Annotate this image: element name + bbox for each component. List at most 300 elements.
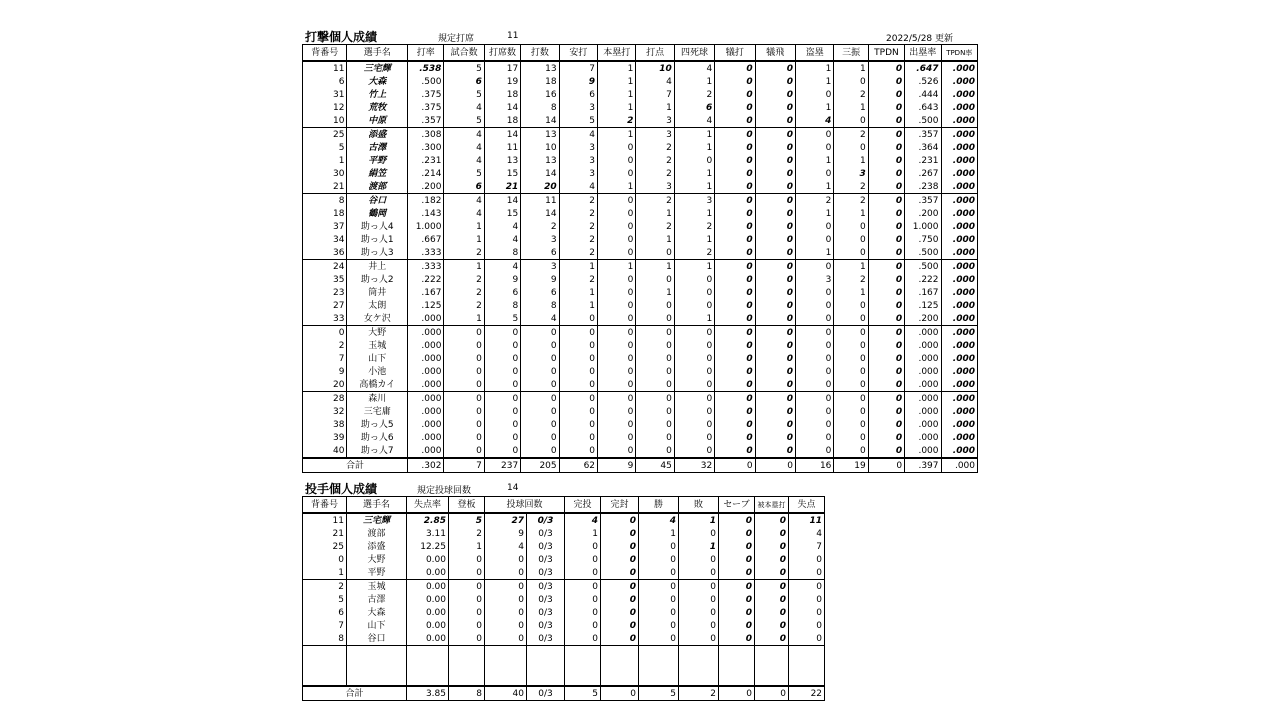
batting-cell: 0 — [868, 431, 904, 444]
batting-cell: 1 — [444, 260, 484, 274]
pitching-cell: 5 — [303, 593, 347, 606]
batting-cell: .000 — [941, 61, 978, 75]
batting-cell: 11 — [521, 194, 559, 208]
batting-cell: 5 — [559, 114, 597, 128]
batting-cell: 11 — [303, 61, 347, 75]
batting-cell: 0 — [636, 246, 674, 260]
batting-cell: 4 — [559, 128, 597, 142]
batting-cell: 9 — [521, 273, 559, 286]
pitching-cell: 4 — [485, 540, 527, 553]
pitching-cell: 7 — [789, 540, 825, 553]
batting-cell: 0 — [755, 75, 795, 88]
batting-cell: 0 — [868, 299, 904, 312]
batting-cell: 0 — [796, 339, 834, 352]
batting-cell: 0 — [796, 233, 834, 246]
table-row — [303, 207, 978, 220]
batting-cell: 0 — [755, 101, 795, 114]
batting-cell: 0 — [636, 431, 674, 444]
pitching-cell: 0 — [719, 553, 755, 566]
batting-cell: 1 — [834, 154, 868, 167]
batting-cell: .000 — [941, 101, 978, 114]
table-row — [303, 365, 978, 378]
pitching-cell: 0 — [639, 619, 679, 632]
batting-cell: 2 — [559, 194, 597, 208]
pitching-cell: 0 — [755, 593, 789, 606]
pitching-table — [302, 496, 825, 701]
batting-cell: .000 — [941, 194, 978, 208]
pitching-cell: 0 — [639, 580, 679, 594]
batting-cell: 添盛 — [347, 128, 408, 142]
batting-cell: 0 — [755, 167, 795, 180]
batting-cell: 0 — [598, 431, 636, 444]
pitching-cell: 0 — [679, 619, 719, 632]
batting-cell: 20 — [303, 378, 347, 392]
pitching-total-cell: 8 — [449, 686, 485, 701]
blank-cell — [449, 646, 485, 687]
batting-cell: 0 — [796, 326, 834, 340]
batting-cell: 0 — [868, 88, 904, 101]
batting-cell: 3 — [559, 167, 597, 180]
batting-cell: 8 — [521, 101, 559, 114]
batting-cell: .000 — [905, 418, 941, 431]
pitching-cell: 0 — [679, 527, 719, 540]
batting-cell: 10 — [303, 114, 347, 128]
batting-cell: 0 — [755, 365, 795, 378]
batting-cell: .357 — [408, 114, 444, 128]
batting-cell: 0 — [674, 352, 714, 365]
batting-cell: 1 — [674, 260, 714, 274]
batting-cell: 28 — [303, 392, 347, 406]
batting-cell: 0 — [868, 114, 904, 128]
batting-cell: 助っ人2 — [347, 273, 408, 286]
batting-cell: .000 — [905, 392, 941, 406]
batting-cell: 大野 — [347, 326, 408, 340]
batting-cell: 0 — [868, 418, 904, 431]
batting-cell: 0 — [636, 444, 674, 458]
batting-cell: 0 — [674, 154, 714, 167]
batting-cell: 32 — [303, 405, 347, 418]
pitching-cell: 0 — [639, 553, 679, 566]
pitching-cell: 0 — [789, 593, 825, 606]
batting-cell: .526 — [905, 75, 941, 88]
batting-cell: .214 — [408, 167, 444, 180]
batting-cell: 0 — [444, 431, 484, 444]
batting-cell: 0 — [868, 378, 904, 392]
batting-cell: 1 — [598, 260, 636, 274]
pitching-cell: 0 — [449, 566, 485, 580]
batting-cell: 0 — [715, 365, 755, 378]
batting-cell: 14 — [521, 167, 559, 180]
batting-cell: 山下 — [347, 352, 408, 365]
batting-header-cell: 背番号 — [303, 45, 347, 62]
batting-cell: 0 — [796, 312, 834, 326]
batting-cell: .000 — [941, 418, 978, 431]
batting-cell: 0 — [598, 418, 636, 431]
batting-cell: 0 — [834, 246, 868, 260]
batting-table — [302, 44, 978, 473]
batting-header-cell: 打率 — [408, 45, 444, 62]
batting-cell: 2 — [559, 273, 597, 286]
batting-cell: 7 — [303, 352, 347, 365]
pitching-cell: 0 — [679, 593, 719, 606]
batting-cell: 0 — [868, 352, 904, 365]
batting-cell: 21 — [484, 180, 520, 194]
batting-cell: 5 — [444, 167, 484, 180]
pitching-cell: 玉城 — [347, 580, 407, 594]
batting-cell: 14 — [484, 128, 520, 142]
pitching-cell: 大森 — [347, 606, 407, 619]
batting-cell: .000 — [941, 114, 978, 128]
pitching-cell: 0 — [449, 619, 485, 632]
batting-cell: 0 — [868, 220, 904, 233]
table-row — [303, 540, 825, 553]
batting-cell: 0 — [715, 405, 755, 418]
pitching-cell: 0 — [679, 632, 719, 646]
batting-cell: 20 — [521, 180, 559, 194]
batting-cell: 7 — [636, 88, 674, 101]
batting-cell: 16 — [521, 88, 559, 101]
batting-cell: 24 — [303, 260, 347, 274]
batting-cell: 1 — [674, 75, 714, 88]
pitching-header-cell: 被本塁打 — [755, 497, 789, 514]
pitching-cell: 0 — [601, 540, 639, 553]
table-row — [303, 114, 978, 128]
batting-cell: .000 — [905, 378, 941, 392]
batting-header-cell: 四死球 — [674, 45, 714, 62]
pitching-cell: 0 — [789, 606, 825, 619]
batting-cell: 0 — [868, 233, 904, 246]
batting-cell: 0 — [834, 378, 868, 392]
pitching-cell: 0 — [565, 606, 601, 619]
batting-cell: 0 — [755, 273, 795, 286]
batting-cell: .000 — [408, 365, 444, 378]
batting-cell: 0 — [868, 444, 904, 458]
pitching-cell: 0 — [639, 593, 679, 606]
pitching-cell: 0 — [755, 632, 789, 646]
batting-total-cell: .000 — [941, 458, 978, 473]
pitching-cell: 0.00 — [407, 553, 449, 566]
batting-cell: 0 — [636, 299, 674, 312]
batting-cell: 6 — [559, 88, 597, 101]
pitching-cell: 0 — [789, 566, 825, 580]
batting-cell: 1 — [796, 207, 834, 220]
batting-total-cell: 0 — [868, 458, 904, 473]
batting-cell: 0 — [674, 365, 714, 378]
batting-cell: 39 — [303, 431, 347, 444]
batting-cell: 1.000 — [408, 220, 444, 233]
pitching-qual-value: 14 — [507, 483, 519, 493]
batting-cell: 9 — [559, 75, 597, 88]
batting-cell: .000 — [905, 352, 941, 365]
batting-cell: 0 — [755, 114, 795, 128]
batting-cell: .000 — [905, 326, 941, 340]
batting-cell: 0 — [834, 75, 868, 88]
pitching-total-cell: 0 — [601, 686, 639, 701]
pitching-cell: 4 — [565, 513, 601, 527]
batting-cell: 2 — [636, 220, 674, 233]
batting-cell: .000 — [408, 339, 444, 352]
batting-cell: 18 — [484, 88, 520, 101]
batting-cell: 5 — [484, 312, 520, 326]
table-row — [303, 326, 978, 340]
table-row — [303, 632, 825, 646]
table-row — [303, 405, 978, 418]
table-row — [303, 128, 978, 142]
batting-cell: 10 — [636, 61, 674, 75]
pitching-total-cell: 22 — [789, 686, 825, 701]
table-row — [303, 260, 978, 274]
batting-cell: 4 — [444, 207, 484, 220]
batting-cell: 0 — [755, 88, 795, 101]
batting-cell: 森川 — [347, 392, 408, 406]
batting-cell: 0 — [715, 326, 755, 340]
batting-cell: 0 — [868, 312, 904, 326]
batting-cell: .000 — [941, 405, 978, 418]
batting-cell: .000 — [941, 75, 978, 88]
batting-cell: 0 — [755, 405, 795, 418]
batting-cell: .000 — [408, 418, 444, 431]
batting-cell: .000 — [941, 207, 978, 220]
pitching-cell: 0.00 — [407, 566, 449, 580]
batting-cell: 0 — [484, 326, 520, 340]
batting-cell: .647 — [905, 61, 941, 75]
batting-cell: 井上 — [347, 260, 408, 274]
table-row — [303, 593, 825, 606]
batting-cell: 30 — [303, 167, 347, 180]
batting-cell: 0 — [598, 378, 636, 392]
batting-cell: 0 — [521, 352, 559, 365]
batting-cell: 0 — [636, 273, 674, 286]
batting-cell: 1 — [796, 246, 834, 260]
batting-cell: 0 — [755, 207, 795, 220]
batting-cell: 0 — [834, 405, 868, 418]
batting-cell: 2 — [444, 246, 484, 260]
batting-cell: 1 — [796, 75, 834, 88]
batting-cell: 0 — [834, 326, 868, 340]
batting-cell: 4 — [444, 101, 484, 114]
batting-total-cell: 16 — [796, 458, 834, 473]
batting-cell: 荒牧 — [347, 101, 408, 114]
pitching-cell: 0/3 — [527, 593, 565, 606]
batting-total-cell: .302 — [408, 458, 444, 473]
batting-cell: .231 — [408, 154, 444, 167]
table-row — [303, 141, 978, 154]
batting-cell: 0 — [636, 365, 674, 378]
table-row — [303, 194, 978, 208]
batting-cell: 助っ人4 — [347, 220, 408, 233]
batting-cell: 0 — [674, 431, 714, 444]
batting-cell: 9 — [484, 273, 520, 286]
batting-cell: 0 — [598, 352, 636, 365]
batting-cell: 0 — [755, 194, 795, 208]
batting-cell: 0 — [755, 61, 795, 75]
table-row — [303, 286, 978, 299]
pitching-cell: 0 — [601, 606, 639, 619]
pitching-cell: 0 — [719, 632, 755, 646]
batting-cell: .000 — [941, 444, 978, 458]
pitching-cell: 渡部 — [347, 527, 407, 540]
batting-cell: 0 — [521, 418, 559, 431]
pitching-cell: 0.00 — [407, 593, 449, 606]
batting-cell: 2 — [521, 220, 559, 233]
batting-cell: .444 — [905, 88, 941, 101]
table-row — [303, 246, 978, 260]
batting-cell: 1 — [598, 101, 636, 114]
pitching-cell: 0 — [719, 606, 755, 619]
pitching-cell: 0 — [719, 593, 755, 606]
batting-cell: 0 — [796, 167, 834, 180]
batting-cell: 2 — [444, 273, 484, 286]
batting-cell: .000 — [408, 431, 444, 444]
batting-cell: 0 — [796, 418, 834, 431]
batting-cell: 0 — [674, 326, 714, 340]
update-date: 2022/5/28 更新 — [886, 34, 954, 44]
batting-cell: 0 — [715, 180, 755, 194]
table-row — [303, 220, 978, 233]
batting-cell: 0 — [715, 154, 755, 167]
batting-cell: 9 — [303, 365, 347, 378]
batting-cell: 2 — [674, 220, 714, 233]
batting-cell: 2 — [834, 180, 868, 194]
batting-cell: 0 — [636, 312, 674, 326]
batting-cell: 6 — [484, 286, 520, 299]
blank-cell — [565, 646, 601, 687]
batting-cell: 0 — [868, 75, 904, 88]
pitching-total-cell: 0 — [755, 686, 789, 701]
batting-cell: 0 — [559, 352, 597, 365]
pitching-cell: 0 — [639, 566, 679, 580]
pitching-total-cell: 3.85 — [407, 686, 449, 701]
pitching-cell: 0 — [485, 553, 527, 566]
batting-cell: .125 — [905, 299, 941, 312]
batting-cell: 0 — [755, 154, 795, 167]
batting-cell: 0 — [484, 339, 520, 352]
batting-cell: 0 — [636, 339, 674, 352]
batting-cell: 1 — [674, 233, 714, 246]
batting-cell: 助っ人5 — [347, 418, 408, 431]
pitching-cell: 0 — [789, 619, 825, 632]
batting-cell: 35 — [303, 273, 347, 286]
batting-cell: 2 — [674, 246, 714, 260]
batting-cell: 14 — [484, 194, 520, 208]
batting-cell: 0 — [598, 246, 636, 260]
pitching-cell: 3.11 — [407, 527, 449, 540]
batting-cell: 2 — [834, 128, 868, 142]
batting-cell: 25 — [303, 128, 347, 142]
blank-cell — [303, 646, 347, 687]
batting-cell: 14 — [484, 101, 520, 114]
batting-cell: 0 — [598, 312, 636, 326]
batting-cell: 0 — [868, 339, 904, 352]
batting-cell: .000 — [941, 88, 978, 101]
batting-cell: 2 — [303, 339, 347, 352]
pitching-title: 投手個人成績 — [305, 482, 378, 496]
batting-cell: 0 — [674, 273, 714, 286]
blank-cell — [347, 646, 407, 687]
batting-cell: 0 — [796, 260, 834, 274]
batting-header-cell: 犠飛 — [755, 45, 795, 62]
batting-cell: 15 — [484, 167, 520, 180]
batting-cell: 0 — [755, 326, 795, 340]
pitching-header-cell: 勝 — [639, 497, 679, 514]
batting-cell: 0 — [868, 141, 904, 154]
batting-total-cell: 19 — [834, 458, 868, 473]
batting-cell: 1 — [834, 260, 868, 274]
batting-cell: 0 — [521, 378, 559, 392]
batting-cell: 0 — [834, 418, 868, 431]
table-row — [303, 513, 825, 527]
batting-cell: 0 — [559, 312, 597, 326]
batting-cell: 2 — [559, 233, 597, 246]
pitching-cell: 11 — [789, 513, 825, 527]
pitching-cell: 0 — [449, 593, 485, 606]
pitching-cell: 7 — [303, 619, 347, 632]
pitching-cell: 0/3 — [527, 540, 565, 553]
batting-cell: 0 — [796, 378, 834, 392]
batting-cell: 0 — [598, 154, 636, 167]
batting-total-cell: 45 — [636, 458, 674, 473]
pitching-cell: 0 — [719, 513, 755, 527]
batting-cell: 0 — [674, 299, 714, 312]
batting-cell: 37 — [303, 220, 347, 233]
pitching-header-cell: 失点 — [789, 497, 825, 514]
batting-cell: .000 — [941, 154, 978, 167]
blank-cell — [719, 646, 755, 687]
batting-cell: 0 — [796, 392, 834, 406]
batting-cell: 13 — [521, 61, 559, 75]
batting-cell: .000 — [905, 431, 941, 444]
batting-cell: 0 — [598, 444, 636, 458]
batting-cell: .500 — [905, 260, 941, 274]
blank-cell — [639, 646, 679, 687]
pitching-header-cell: 完封 — [601, 497, 639, 514]
batting-cell: 0 — [796, 431, 834, 444]
pitching-total-cell: 40 — [485, 686, 527, 701]
batting-header-cell: 三振 — [834, 45, 868, 62]
batting-cell: 21 — [303, 180, 347, 194]
pitching-cell: 0 — [755, 619, 789, 632]
pitching-cell: 1 — [449, 540, 485, 553]
pitching-header-cell: 背番号 — [303, 497, 347, 514]
batting-cell: 1 — [834, 61, 868, 75]
batting-cell: 0 — [559, 365, 597, 378]
batting-cell: 1 — [598, 75, 636, 88]
pitching-cell: 0 — [565, 540, 601, 553]
batting-header-cell: TPDN — [868, 45, 904, 62]
pitching-header-cell: 投球回数 — [485, 497, 565, 514]
pitching-header-cell: 完投 — [565, 497, 601, 514]
batting-cell: 2 — [559, 246, 597, 260]
batting-cell: 0 — [868, 273, 904, 286]
batting-cell: 33 — [303, 312, 347, 326]
batting-cell: 0 — [559, 431, 597, 444]
batting-cell: 4 — [674, 61, 714, 75]
batting-cell: .000 — [941, 273, 978, 286]
table-row — [303, 444, 978, 458]
pitching-cell: 0 — [679, 606, 719, 619]
batting-cell: 1 — [674, 167, 714, 180]
batting-cell: 2 — [444, 286, 484, 299]
batting-cell: 2 — [834, 194, 868, 208]
batting-cell: 6 — [444, 75, 484, 88]
batting-cell: .667 — [408, 233, 444, 246]
batting-cell: 1 — [559, 260, 597, 274]
pitching-cell: 2.85 — [407, 513, 449, 527]
batting-cell: 0 — [755, 180, 795, 194]
pitching-cell: 0 — [449, 580, 485, 594]
batting-cell: 0 — [715, 220, 755, 233]
batting-cell: 0 — [796, 220, 834, 233]
